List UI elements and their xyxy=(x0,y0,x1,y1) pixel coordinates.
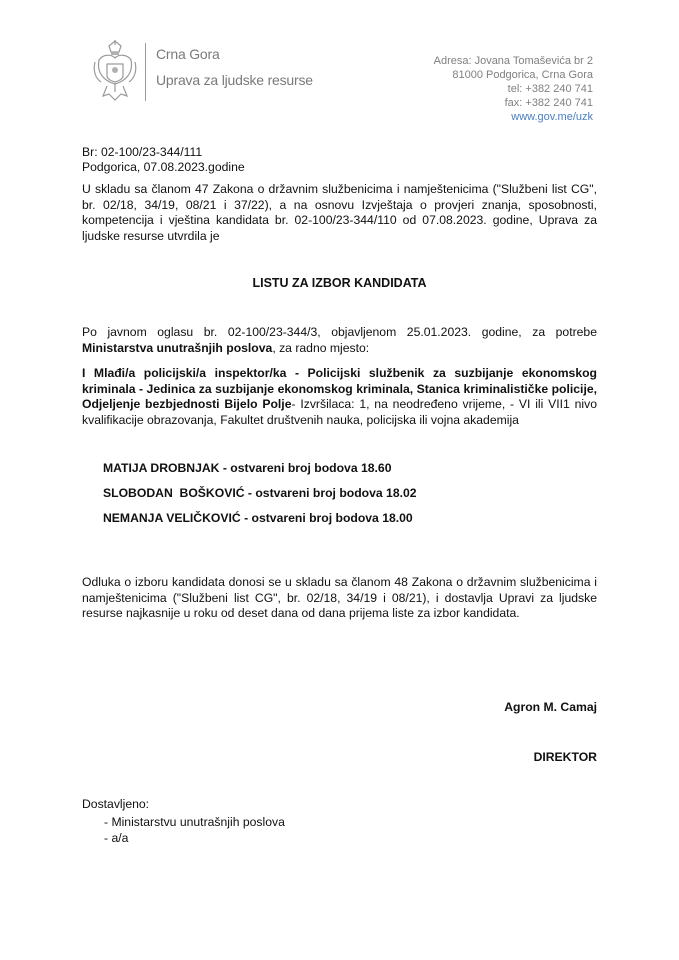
candidate-2: SLOBODAN BOŠKOVIĆ - ostvareni broj bodova 18.02 xyxy=(103,486,417,500)
header-divider xyxy=(145,43,146,101)
announcement-paragraph xyxy=(82,325,597,356)
address-line-2: 81000 Podgorica, Crna Gora xyxy=(452,69,593,81)
fax: fax: +382 240 741 xyxy=(504,97,593,109)
signatory-role: DIREKTOR xyxy=(533,750,597,764)
website-link[interactable]: www.gov.me/uzk xyxy=(511,111,593,123)
place-date: Podgorica, 07.08.2023.godine xyxy=(82,160,245,174)
position-title: I Mlađi/a policijski/a inspektor/ka - Policijski službenik za suzbijanje ekonomskog kriminala - Jedinica za suzbijanje ekonomskog kriminala, Stanica kriminalističke policije, Odjeljenje bezbjednosti Bijelo Polje xyxy=(82,366,597,411)
intro-paragraph: U skladu sa članom 47 Zakona o državnim službenicima i namještenicima ("Službeni list CG", br. 02/18, 34/19, 08/21 i 37/22), a na osnovu Izvještaja o provjeri znanja, sposobnosti, kompetencija i vještina kandidata br. 02-100/23-344/110 od 07.08.2023. godine, Uprava za ljudske resurse utvrdila je xyxy=(82,182,597,243)
position-details: - Izvršilaca: 1, na neodređeno vrijeme, - VI ili VII1 nivo kvalifikacije obrazovanja, Fakultet društvenih nauka, policijska ili vojna akademija xyxy=(82,397,597,427)
country-name: Crna Gora xyxy=(156,46,220,62)
candidate-1: MATIJA DROBNJAK - ostvareni broj bodova 18.60 xyxy=(103,461,392,475)
delivery-label: Dostavljeno: xyxy=(82,797,150,811)
announcement-suffix: , za radno mjesto: xyxy=(272,340,370,355)
delivery-item: - Ministarstvu unutrašnjih poslova xyxy=(104,815,285,829)
candidate-3: NEMANJA VELIČKOVIĆ - ostvareni broj bodova 18.00 xyxy=(103,511,413,525)
reference-number: Br: 02-100/23-344/111 xyxy=(82,145,203,159)
announcement-text: Po javnom oglasu br. 02-100/23-344/3, objavljenom 25.01.2023. godine, za potrebe xyxy=(82,325,597,339)
signatory-name: Agron M. Camaj xyxy=(504,700,597,714)
decision-paragraph: Odluka o izboru kandidata donosi se u skladu sa članom 48 Zakona o državnim službenicima i namještenicima ("Službeni list CG", br. 02/18, 34/19 i 08/21), i dostavlja Upravi za ljudske resurse najkasnije u roku od deset dana od dana prijema liste za izbor kandidata. xyxy=(82,575,597,620)
document-title: LISTU ZA IZBOR KANDIDATA xyxy=(252,276,427,290)
institution-name: Uprava za ljudske resurse xyxy=(156,72,313,88)
delivery-item: - a/a xyxy=(104,831,129,845)
coat-of-arms-logo xyxy=(93,40,137,106)
phone: tel: +382 240 741 xyxy=(507,83,593,95)
position-paragraph xyxy=(82,366,597,428)
address-line-1: Adresa: Jovana Tomaševića br 2 xyxy=(433,55,593,67)
ministry-name: Ministarstva unutrašnjih poslova xyxy=(82,340,273,355)
